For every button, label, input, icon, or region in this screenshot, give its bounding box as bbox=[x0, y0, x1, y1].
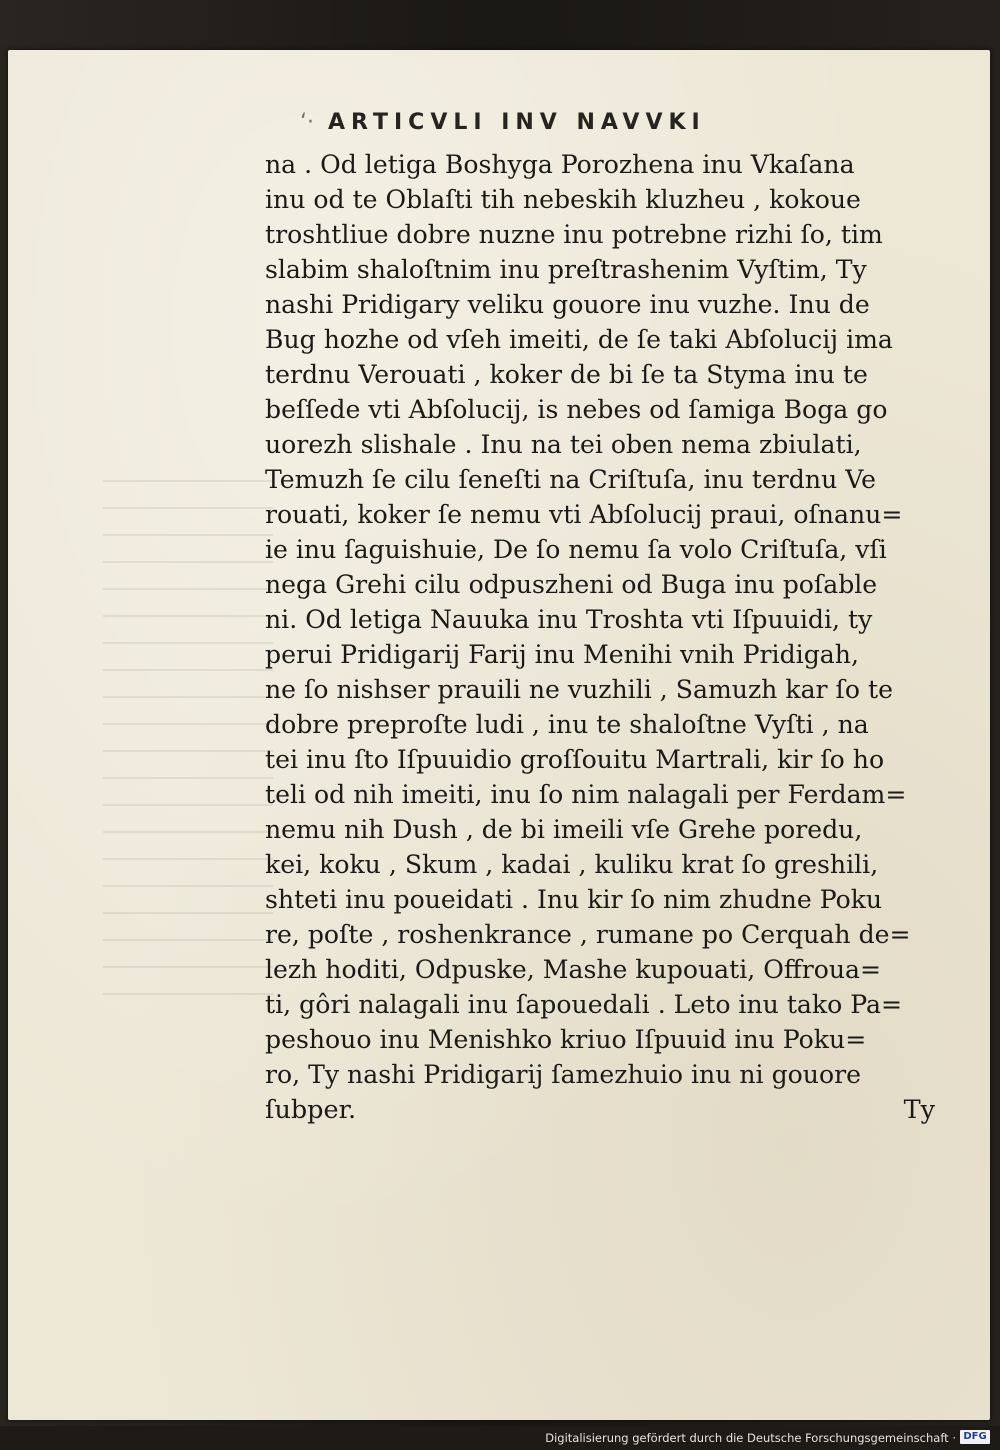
text-line: lezh hoditi, Odpuske, Mashe kupouati, Offroua= bbox=[265, 955, 882, 985]
text-line: terdnu Verouati , koker de bi ſe ta Styma inu te bbox=[265, 360, 868, 390]
text-line: Bug hozhe od vſeh imeiti, de ſe taki Abſolucij ima bbox=[265, 325, 893, 355]
text-line: ro, Ty nashi Pridigarij ſamezhuio inu ni gouore bbox=[265, 1060, 861, 1090]
text-line: rouati, koker ſe nemu vti Abſolucij praui, oſnanu= bbox=[265, 500, 903, 530]
show-through-text bbox=[103, 480, 273, 1000]
final-line bbox=[265, 1093, 935, 1128]
text-line: peshouo inu Menishko kriuo Iſpuuid inu Poku= bbox=[265, 1025, 867, 1055]
text-line: na . Od letiga Boshyga Porozhena inu Vkaſana bbox=[265, 150, 855, 180]
final-line-text: ſubper. bbox=[265, 1095, 357, 1125]
dfg-logo: DFG bbox=[960, 1430, 990, 1444]
text-line: ti, gôri nalagali inu ſapouedali . Leto inu tako Pa= bbox=[265, 990, 903, 1020]
text-line: uorezh slishale . Inu na tei oben nema zbiulati, bbox=[265, 430, 862, 460]
text-line: re, poſte , roshenkrance , rumane po Cerquah de= bbox=[265, 920, 911, 950]
text-line: nashi Pridigary veliku gouore inu vuzhe. Inu de bbox=[265, 290, 870, 320]
text-line: nemu nih Dush , de bi imeili vſe Grehe poredu, bbox=[265, 815, 863, 845]
text-line: ni. Od letiga Nauuka inu Troshta vti Iſpuuidi, ty bbox=[265, 605, 873, 635]
text-line: slabim shaloſtnim inu preſtrashenim Vyſtim, Ty bbox=[265, 255, 867, 285]
running-head bbox=[300, 110, 860, 135]
text-line: dobre preproſte ludi , inu te shaloſtne Vyſti , na bbox=[265, 710, 869, 740]
text-line: beſſede vti Abſolucij, is nebes od ſamiga Boga go bbox=[265, 395, 888, 425]
text-line: kei, koku , Skum , kadai , kuliku krat ſo greshili, bbox=[265, 850, 879, 880]
text-line: nega Grehi cilu odpuszheni od Buga inu poſable bbox=[265, 570, 878, 600]
digitization-credit: Digitalisierung gefördert durch die Deutsche Forschungsgemeinschaft · bbox=[545, 1431, 956, 1445]
text-line: Temuzh ſe cilu ſeneſti na Criſtuſa, inu terdnu Ve bbox=[265, 465, 876, 495]
text-line: inu od te Oblaſti tih nebeskih kluzheu , kokoue bbox=[265, 185, 861, 215]
catchword: Ty bbox=[903, 1095, 935, 1125]
text-line: shteti inu poueidati . Inu kir ſo nim zhudne Poku bbox=[265, 885, 883, 915]
running-head-title: ARTICVLI INV NAVVKI bbox=[328, 110, 706, 135]
text-line: teli od nih imeiti, inu ſo nim nalagali per Ferdam= bbox=[265, 780, 907, 810]
body-text bbox=[265, 148, 945, 1128]
text-line: ie inu ſaguishuie, De ſo nemu ſa volo Criſtuſa, vſi bbox=[265, 535, 887, 565]
ornament-mark: ‘· bbox=[300, 110, 314, 135]
text-line: tei inu ſto Iſpuuidio groſſouitu Martrali, kir ſo ho bbox=[265, 745, 885, 775]
text-line: ne ſo nishser prauili ne vuzhili , Samuzh kar ſo te bbox=[265, 675, 893, 705]
text-line: perui Pridigarij Farij inu Menihi vnih Pridigah, bbox=[265, 640, 859, 670]
text-line: troshtliue dobre nuzne inu potrebne rizhi ſo, tim bbox=[265, 220, 883, 250]
